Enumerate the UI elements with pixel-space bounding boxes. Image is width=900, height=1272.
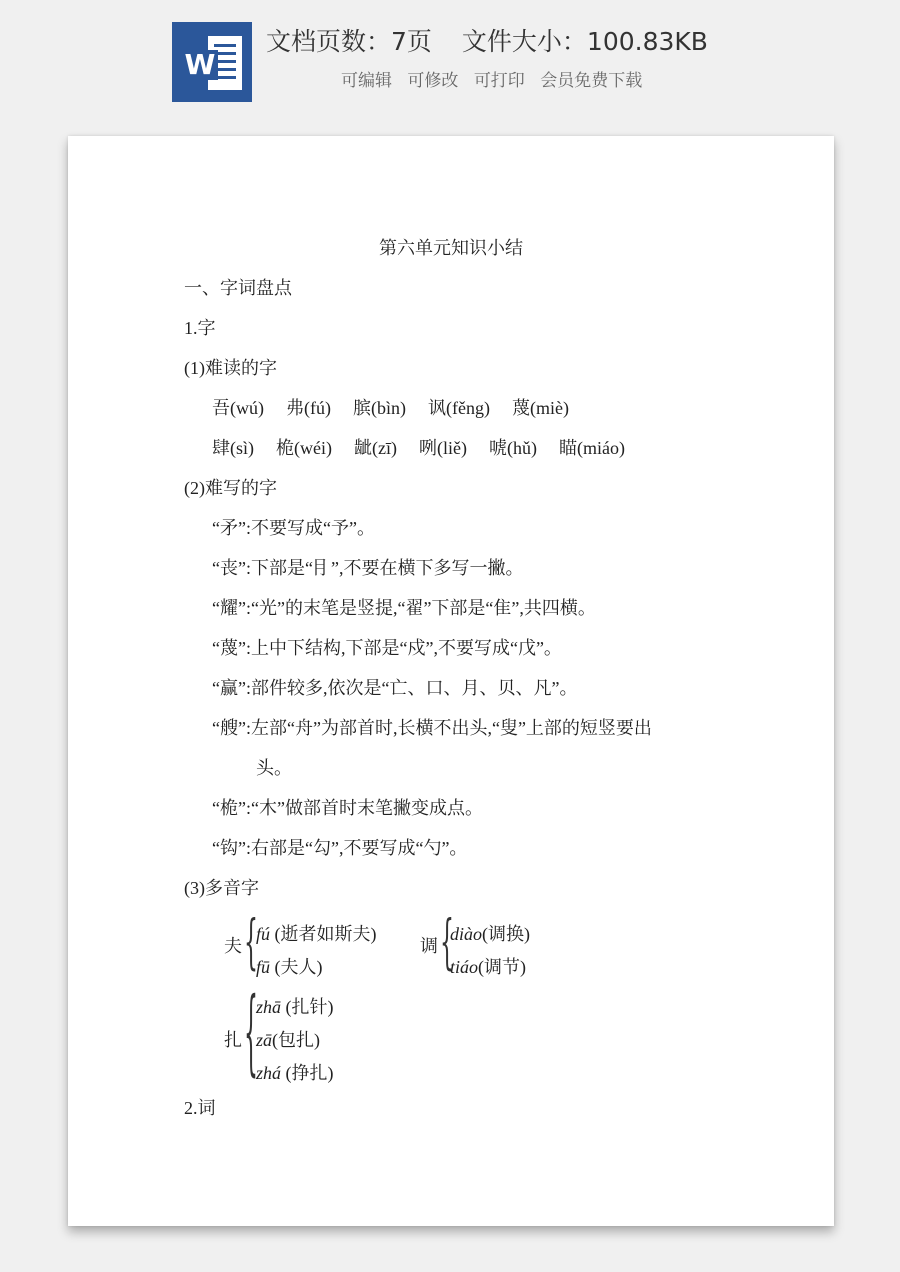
pinyin-item: 吾(wú): [212, 398, 264, 418]
polyphone-char: 扎: [224, 1030, 242, 1050]
hard-read-row: [212, 436, 647, 460]
section-heading: 一、字词盘点: [184, 278, 292, 298]
feature-modifiable: 可修改: [407, 71, 459, 91]
pinyin-item: 唬(hǔ): [488, 438, 537, 458]
feature-editable: 可编辑: [341, 71, 392, 91]
file-size: 文件大小：100.83KB: [461, 27, 708, 56]
pinyin-item: 桅(wéi): [276, 438, 332, 458]
polyphone-char: 夫: [224, 936, 242, 956]
hard-read-heading: (1)难读的字: [184, 358, 277, 378]
hard-write-heading: (2)难写的字: [184, 478, 277, 498]
hard-write-note: “蔑”:上中下结构,下部是“戍”,不要写成“戊”。: [212, 638, 562, 658]
pinyin-item: 肆(sì): [212, 438, 254, 458]
polyphone-reading: fú (逝者如斯夫): [256, 924, 377, 944]
brace-icon: {: [244, 910, 258, 979]
feature-list: [341, 66, 642, 91]
hard-write-note: “钩”:右部是“勾”,不要写成“勺”。: [212, 838, 468, 858]
hard-write-note: “耀”:“光”的末笔是竖提,“翟”下部是“隹”,共四横。: [212, 598, 596, 618]
brace-icon: {: [440, 910, 454, 979]
hard-write-note: “赢”:部件较多,依次是“亡、口、月、贝、凡”。: [212, 678, 578, 698]
hard-write-note: “矛”:不要写成“予”。: [212, 518, 375, 538]
polyphone-reading: diào(调换): [450, 924, 531, 944]
feature-member-download: 会员免费下载: [540, 71, 643, 91]
pinyin-item: 弗(fú): [286, 398, 331, 418]
polyphone-reading: zā(包扎): [256, 1030, 321, 1050]
hard-read-row: [212, 396, 591, 420]
page-count: 文档页数：7页: [266, 27, 432, 56]
subsection-characters: 1.字: [184, 318, 216, 338]
pinyin-item: 蔑(miè): [511, 398, 569, 418]
header-bar: [0, 0, 900, 130]
polyphone-reading: zhá (挣扎): [256, 1063, 334, 1083]
hard-write-note: “艘”:左部“舟”为部首时,长横不出头,“叟”上部的短竖要出: [212, 718, 652, 738]
pinyin-item: 龇(zī): [353, 438, 397, 458]
brace-icon: {: [244, 983, 258, 1089]
doc-title: 第六单元知识小结: [379, 238, 523, 258]
pinyin-item: 膑(bìn): [352, 398, 406, 418]
pinyin-item: 瞄(miáo): [558, 438, 625, 458]
file-meta: [266, 22, 708, 58]
polyphone-reading: zhā (扎针): [256, 997, 334, 1017]
word-file-icon: W: [172, 22, 252, 102]
polyphone-reading: fū (夫人): [256, 957, 323, 977]
pinyin-item: 讽(fěng): [427, 398, 490, 418]
polyphone-heading: (3)多音字: [184, 878, 259, 898]
hard-write-note: “桅”:“木”做部首时末笔撇变成点。: [212, 798, 483, 818]
document-page: [68, 136, 834, 1226]
hard-write-note: “丧”:下部是“⺝”,不要在横下多写一撇。: [212, 558, 524, 578]
hard-write-note-continuation: 头。: [256, 758, 292, 778]
pinyin-item: 咧(liě): [418, 438, 467, 458]
polyphone-reading: tiáo(调节): [450, 957, 527, 977]
subsection-words: 2.词: [184, 1098, 216, 1118]
polyphone-char: 调: [420, 936, 438, 956]
feature-printable: 可打印: [473, 71, 525, 91]
